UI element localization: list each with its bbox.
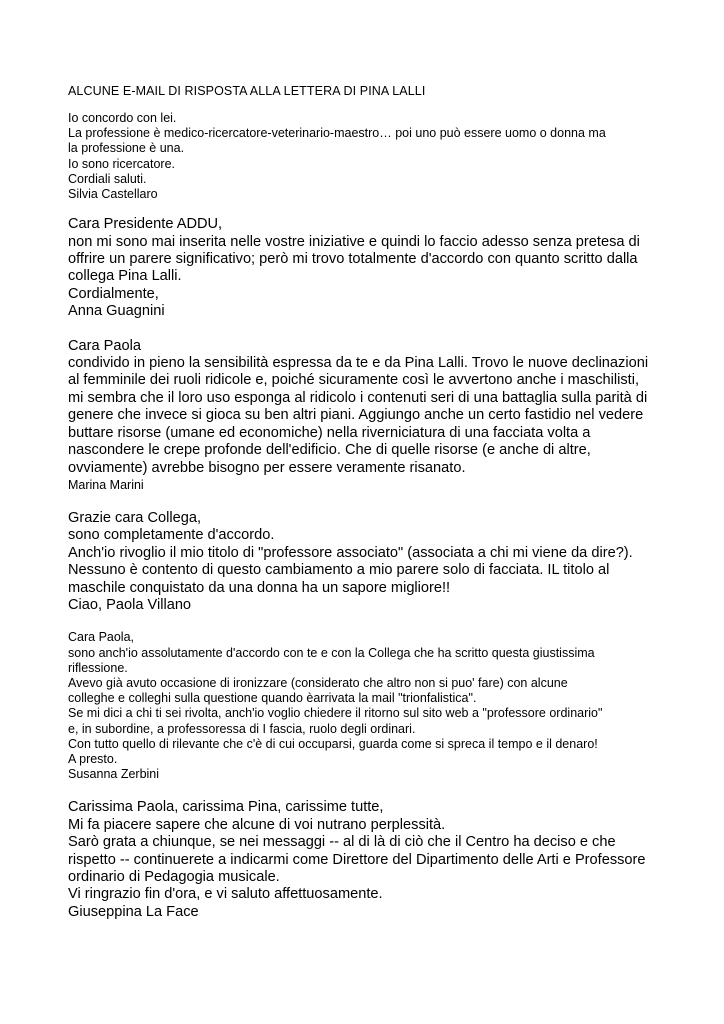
email-line: offrire un parere significativo; però mi trovo totalmente d'accordo con quanto scritto dalla <box>68 251 638 268</box>
email-marina-marini <box>68 338 668 493</box>
email-line: collega Pina Lalli. <box>68 268 182 285</box>
email-line: non mi sono mai inserita nelle vostre iniziative e quindi lo faccio adesso senza pretesa di <box>68 233 640 250</box>
email-line: mi sembra che il loro uso esponga al ridicolo i contenuti seri di una battaglia sulla parità di <box>68 389 648 406</box>
email-line: riflessione. <box>68 660 128 675</box>
email-line: nascondere le crepe profonde dell'edificio. Che di quelle risorse (e anche di altre, <box>68 442 591 459</box>
email-line: A presto. <box>68 751 118 766</box>
email-line: Anch'io rivoglio il mio titolo di "professore associato" (associata a chi mi viene da dire?). <box>68 544 633 561</box>
email-line: Cara Presidente ADDU, <box>68 216 223 233</box>
email-line: Con tutto quello di rilevante che c'è di cui occuparsi, guarda come si spreca il tempo e il denaro! <box>68 736 598 751</box>
email-susanna-zerbini <box>68 630 668 782</box>
email-line: Avevo già avuto occasione di ironizzare (considerato che altro non si puo' fare) con alcune <box>68 675 568 690</box>
email-line: ordinario di Pedagogia musicale. <box>68 869 280 885</box>
email-anna-guagnini <box>68 216 668 320</box>
email-line: Se mi dici a chi ti sei rivolta, anch'io voglio chiedere il ritorno sul sito web a "professore ordinario" <box>68 706 603 721</box>
email-line: ovviamente) avrebbe bisogno per essere veramente risanato. <box>68 459 466 476</box>
email-line: la professione è una. <box>68 141 185 156</box>
email-line: La professione è medico-ricercatore-veterinario-maestro… poi uno può essere uomo o donna ma <box>68 126 606 141</box>
email-line: genere che invece si gioca su ben altri piani. Aggiungo anche un certo fastidio nel vedere <box>68 407 644 424</box>
email-line: Cordiali saluti. <box>68 171 147 186</box>
email-line: Cara Paola <box>68 337 142 354</box>
document-title: ALCUNE E-MAIL DI RISPOSTA ALLA LETTERA DI PINA LALLI <box>68 84 426 98</box>
email-line: e, in subordine, a professoressa di I fascia, ruolo degli ordinari. <box>68 721 416 736</box>
email-signature: Marina Marini <box>68 477 144 492</box>
email-line: Anna Guagnini <box>68 303 165 320</box>
email-line: Grazie cara Collega, <box>68 509 202 526</box>
email-line: Sarò grata a chiunque, se nei messaggi -- al di là di ciò che il Centro ha deciso e che <box>68 834 616 851</box>
email-line: Vi ringrazio fin d'ora, e vi saluto affettuosamente. <box>68 886 383 903</box>
email-line: sono completamente d'accordo. <box>68 527 275 544</box>
email-line: condivido in pieno la sensibilità espressa da te e da Pina Lalli. Trovo le nuove declinazioni <box>68 355 649 372</box>
email-line: Io sono ricercatore. <box>68 156 175 171</box>
email-line: Io concordo con lei. <box>68 111 177 125</box>
email-line: Cara Paola, <box>68 630 135 645</box>
email-line: maschile conquistato da una donna ha un sapore migliore!! <box>68 579 451 596</box>
document-page <box>68 84 668 921</box>
email-line: al femminile dei ruoli ridicole e, poiché sicuramente così le avvertono anche i maschilisti, <box>68 372 640 389</box>
email-line: Nessuno è contento di questo cambiamento a mio parere solo di facciata. IL titolo al <box>68 562 610 579</box>
email-line: sono anch'io assolutamente d'accordo con te e con la Collega che ha scritto questa giustissima <box>68 645 595 660</box>
email-line: colleghe e colleghi sulla questione quando èarrivata la mail "trionfalistica". <box>68 691 477 706</box>
email-line: Silvia Castellaro <box>68 187 158 202</box>
email-line: Carissima Paola, carissima Pina, carissime tutte, <box>68 799 384 816</box>
email-giuseppina-la-face <box>68 799 668 921</box>
email-line: Giuseppina La Face <box>68 903 199 920</box>
email-line: Susanna Zerbini <box>68 767 160 782</box>
email-line: Ciao, Paola Villano <box>68 596 192 613</box>
email-line: rispetto -- continuerete a indicarmi come Direttore del Dipartimento delle Arti e Professore <box>68 851 646 868</box>
email-line: buttare risorse (umane ed economiche) nella riverniciatura di una facciata volta a <box>68 424 591 441</box>
email-silvia-castellaro <box>68 111 668 202</box>
email-line: Mi fa piacere sapere che alcune di voi nutrano perplessità. <box>68 816 446 833</box>
email-paola-villano <box>68 510 668 614</box>
email-line: Cordialmente, <box>68 285 159 302</box>
